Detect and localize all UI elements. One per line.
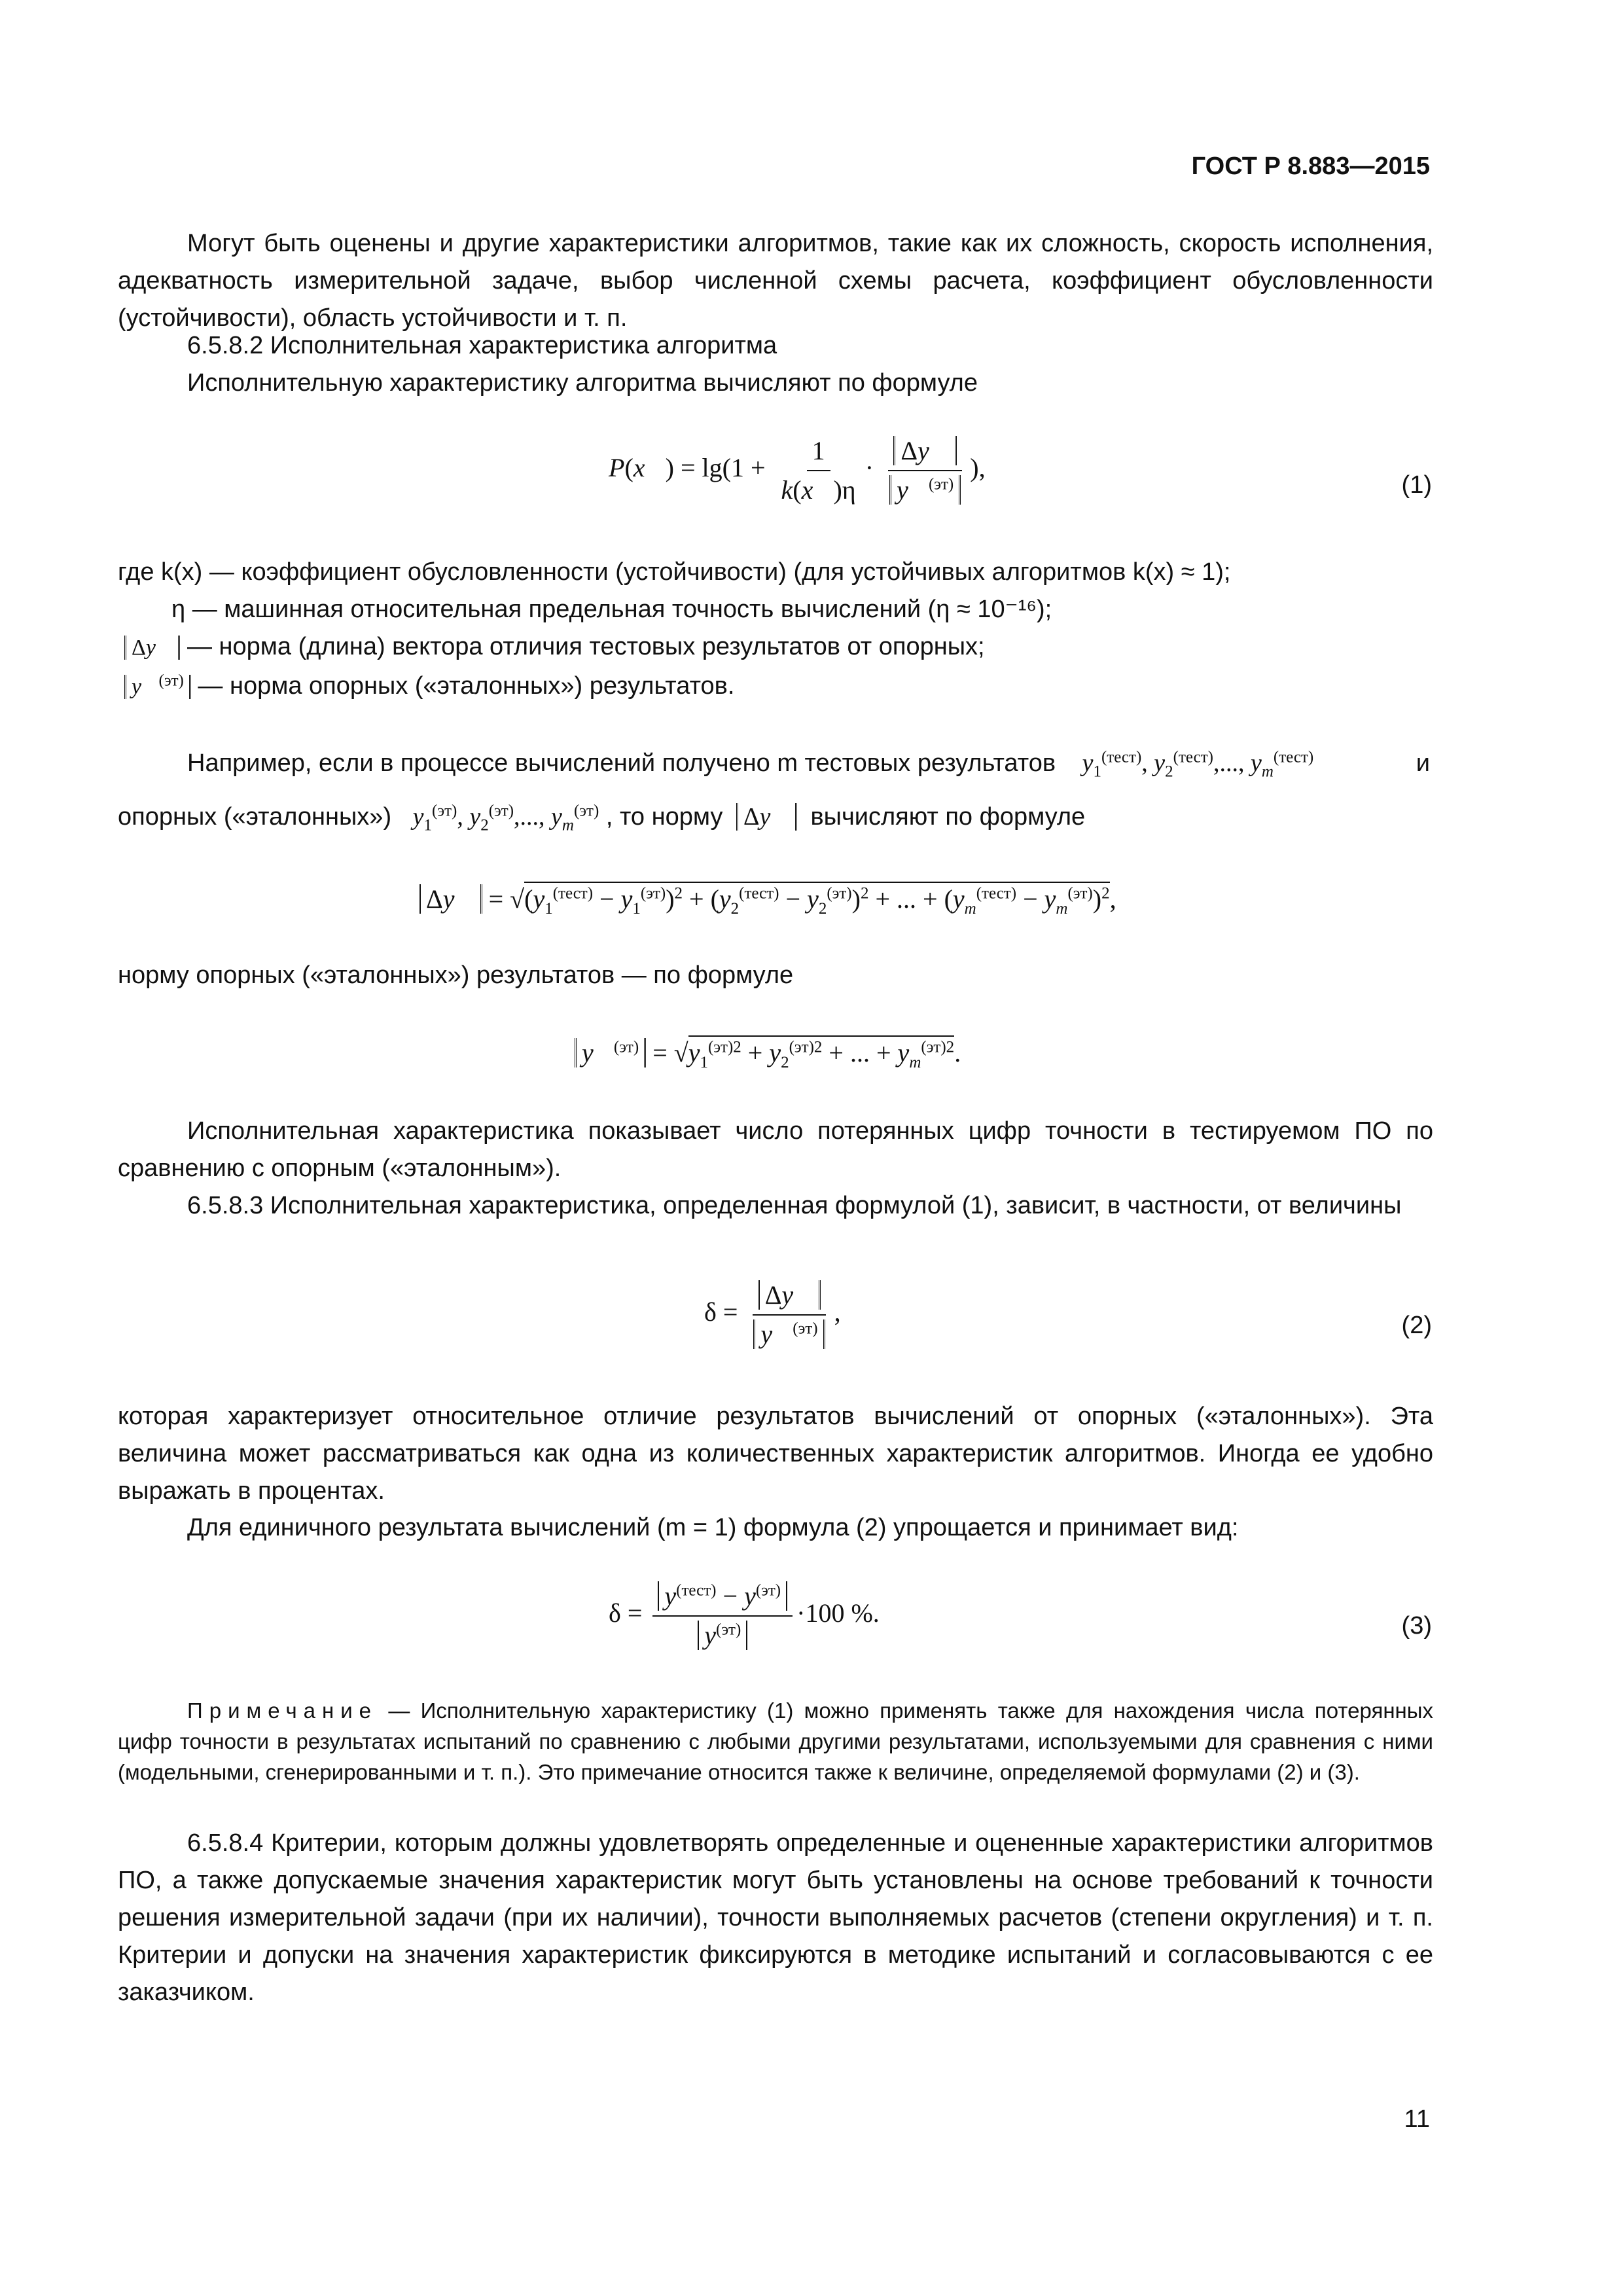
equation-number-2: (2) — [1401, 1312, 1432, 1339]
page-number: 11 — [1404, 2106, 1430, 2133]
paragraph-relative-difference: которая характеризует относительное отличие результатов вычислений от опорных («эталонных»). Эта величина может рассматриваться как одна из количественных характеристик алгоритмов. Иногда ее удобно выражать в процентах. — [118, 1403, 1433, 1505]
example-line-2-a: опорных («эталонных») — [118, 803, 392, 831]
where-y-et-text: — норма опорных («эталонных») результатов. — [198, 672, 735, 700]
example-and: и — [1416, 749, 1430, 777]
where-delta-y: Δy⃗ — норма (длина) вектора отличия тестовых результатов от опорных; — [124, 628, 985, 666]
example-line-2: опорных («эталонных») $y_1^{(эт)}$, $y_2^{(эт)}$,..., $y_m^{(эт)}$ , то норму Δy⃗ вычисляют по формуле — [118, 802, 1086, 834]
formula-3: δ = $\frac{y^{(тест)} - y^{(эт)}}{y^{(эт)}}$ ·100 %. — [609, 1577, 880, 1655]
example-line-1: Например, если в процессе вычислений получено m тестовых результатов $y_1^{(тест)}$, $y_2^{(тест)}$,..., $y_m^{(тест)}$ — [187, 748, 1314, 781]
example-text: Например, если в процессе вычислений получено m тестовых результатов — [187, 749, 1056, 777]
equation-number-3: (3) — [1401, 1612, 1432, 1640]
paragraph-norm-et: норму опорных («эталонных») результатов — по формуле — [118, 961, 794, 989]
example-line-2-c: вычисляют по формуле — [810, 803, 1086, 831]
where-k: где k(x) — коэффициент обусловленности (устойчивости) (для устойчивых алгоритмов k(x) ≈ 1); — [118, 558, 1231, 586]
paragraph-single-result: Для единичного результата вычислений (m = 1) формула (2) упрощается и принимает вид: — [187, 1514, 1239, 1541]
note — [118, 1695, 1433, 1787]
paragraph-formula-intro: Исполнительную характеристику алгоритма вычисляют по формуле — [187, 369, 978, 397]
note-text: — Исполнительную характеристику (1) можно применять также для нахождения числа потерянных цифр точности в результатах испытаний по сравнению с любыми другими результатами, используемыми для сравнения с ними (модельными, сгенерированными и т. п.). Это примечание относится также к величине, определяемой формулами (2) и (3). — [118, 1698, 1433, 1784]
document-code: ГОСТ Р 8.883—2015 — [1191, 152, 1430, 180]
paragraph-characteristic: Исполнительная характеристика показывает число потерянных цифр точности в тестируемом ПО по сравнению с опорным («эталонным»). — [118, 1117, 1433, 1182]
formula-1: P(x⃗) = lg(1 + $\frac{1}{k(x⃗)\eta}$ · $\frac{\Delta y⃗}{y⃗^{(эт)}}$ ), — [609, 432, 986, 509]
note-label: Примечание — [187, 1698, 378, 1723]
section-6-5-8-3: 6.5.8.3 Исполнительная характеристика, определенная формулой (1), зависит, в частности, от величины — [187, 1192, 1402, 1219]
formula-norm-delta-y: Δy⃗ = $√(y_1^{(тест)} - y_1^{(эт)})^2 + (y_2^{(тест)} - y_2^{(эт)})^2$ + ... + $(y_m^{(тест)} - y_m^{(эт)})^2$, — [419, 880, 1116, 918]
formula-3-tail: ·100 %. — [796, 1598, 880, 1628]
where-y-et: y⃗$^{(эт)}$ — норма опорных («эталонных») результатов. — [124, 668, 734, 706]
formula-norm-y-et: y⃗$^{(эт)}$ = $√y_1^{(эт)2} + y_2^{(эт)2}$ + ... + $y_m^{(эт)2}$. — [575, 1034, 961, 1071]
where-eta: η — машинная относительная предельная точность вычислений (η ≈ 10⁻¹⁶); — [171, 596, 1052, 623]
section-heading-6-5-8-2: 6.5.8.2 Исполнительная характеристика алгоритма — [187, 332, 777, 359]
paragraph-intro: Могут быть оценены и другие характеристики алгоритмов, такие как их сложность, скорость исполнения, адекватность измерительной задаче, выбор численной схемы расчета, коэффициент обусловленности (устойчивости), область устойчивости и т. п. — [118, 230, 1433, 332]
where-delta-y-text: — норма (длина) вектора отличия тестовых результатов от опорных; — [187, 633, 985, 660]
section-6-5-8-4: 6.5.8.4 Критерии, которым должны удовлетворять определенные и оцененные характеристики алгоритмов ПО, а также допускаемые значения характеристик могут быть установлены на основе требований к точности решения измерительной задачи (при их наличии), точности выполняемых расчетов (степени округления) и т. п. Критерии и допуски на значения характеристик фиксируются в методике испытаний и согласовываются с ее заказчиком. — [118, 1829, 1433, 2006]
equation-number-1: (1) — [1401, 471, 1432, 499]
formula-2: δ = $\frac{\Delta y⃗}{y⃗^{(эт)}}$ , — [704, 1276, 841, 1354]
example-line-2-b: , то норму — [605, 803, 723, 831]
